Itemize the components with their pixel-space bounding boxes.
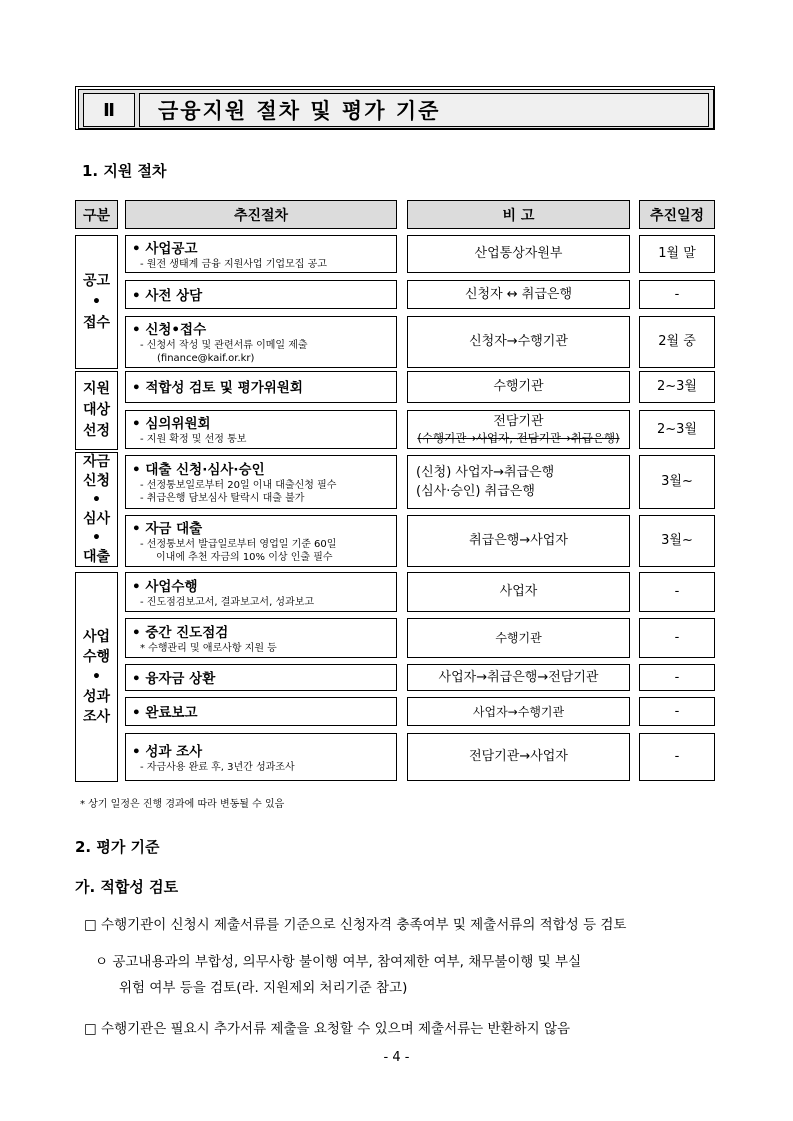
note-performance-survey: 전담기관→사업자 [407,733,630,781]
note-pre-consult: 신청자 ↔ 취급은행 [407,280,630,309]
schedule-progress-check: - [639,618,715,658]
schedule-announcement: 1월 말 [639,235,715,273]
note-progress-check: 수행기관 [407,618,630,658]
step-completion-report: • 완료보고 [125,697,397,726]
step-loan-application: • 대출 신청·심사·승인 - 선정통보일로부터 20일 이내 대출신청 필수 - 취급은행 담보심사 탈락시 대출 불가 [125,455,397,509]
step-project-execution: • 사업수행 - 진도점검보고서, 결과보고서, 성과보고 [125,572,397,612]
note-fund-loan: 취급은행→사업자 [407,515,630,567]
section-title-box [75,86,715,130]
note-application: 신청자→수행기관 [407,316,630,368]
section-title: 금융지원 절차 및 평가 기준 [139,93,709,127]
step-loan-repayment: • 융자금 상환 [125,664,397,691]
schedule-application: 2월 중 [639,316,715,368]
step-progress-check: • 중간 진도점검 * 수행관리 및 애로사항 지원 등 [125,618,397,658]
note-loan-repayment: 사업자→취급은행→전담기관 [407,664,630,691]
step-performance-survey: • 성과 조사 - 자금사용 완료 후, 3년간 성과조사 [125,733,397,781]
schedule-deliberation: 2~3월 [639,410,715,449]
schedule-project-execution: - [639,572,715,612]
schedule-loan-repayment: - [639,664,715,691]
note-loan-application: (신청) 사업자→취급은행 (심사·승인) 취급은행 [407,455,630,509]
header-procedure: 추진절차 [125,200,397,229]
criteria-item-1: □ 수행기관이 신청시 제출서류를 기준으로 신청자격 충족여부 및 제출서류의 적합성 등 검토 [84,917,627,933]
schedule-performance-survey: - [639,733,715,781]
note-completion-report: 사업자→수행기관 [407,697,630,726]
step-announcement: • 사업공고 - 원전 생태계 금융 지원사업 기업모집 공고 [125,235,397,273]
criteria-item-2: □ 수행기관은 필요시 추가서류 제출을 요청할 수 있으며 제출서류는 반환하지 않음 [84,1021,571,1037]
section2-subheading: 가. 적합성 검토 [75,878,179,896]
step-fund-loan: • 자금 대출 - 선정통보서 발급일로부터 영업일 기준 60일 이내에 추천 자금의 10% 이상 인출 필수 [125,515,397,567]
note-deliberation: 전담기관 (수행기관→사업자, 전담기관→취급은행) [407,410,630,449]
step-suitability-review: • 적합성 검토 및 평가위원회 [125,371,397,403]
step-application: • 신청•접수 - 신청서 작성 및 관련서류 이메일 제출 (finance@kaif.or.kr) [125,316,397,368]
schedule-footnote: * 상기 일정은 진행 경과에 따라 변동될 수 있음 [80,799,285,810]
header-category: 구분 [75,200,118,229]
note-project-execution: 사업자 [407,572,630,612]
header-schedule: 추진일정 [639,200,715,229]
step-deliberation: • 심의위원회 - 지원 확정 및 선정 통보 [125,410,397,449]
section2-heading: 2. 평가 기준 [75,838,160,856]
note-suitability-review: 수행기관 [407,371,630,403]
section1-heading: 1. 지원 절차 [82,162,167,180]
category-performance: 사업 수행 • 성과 조사 [75,572,118,782]
criteria-item-1-sub-line1: ㅇ 공고내용과의 부합성, 의무사항 불이행 여부, 참여제한 여부, 채무불이행 및 부실 [95,954,582,970]
category-announce: 공고 • 접수 [75,235,118,369]
schedule-suitability-review: 2~3월 [639,371,715,403]
note-announcement: 산업통상자원부 [407,235,630,273]
step-pre-consult: • 사전 상담 [125,280,397,309]
category-selection: 지원 대상 선정 [75,371,118,450]
schedule-pre-consult: - [639,280,715,309]
schedule-completion-report: - [639,697,715,726]
schedule-fund-loan: 3월~ [639,515,715,567]
header-note: 비 고 [407,200,630,229]
criteria-item-1-sub-line2: 위험 여부 등을 검토(라. 지원제외 처리기준 참고) [119,980,408,996]
schedule-loan-application: 3월~ [639,455,715,509]
section-number: Ⅱ [83,93,135,127]
category-loan: 자금 신청 • 심사 • 대출 [75,452,118,567]
page-number: - 4 - [383,1050,410,1065]
